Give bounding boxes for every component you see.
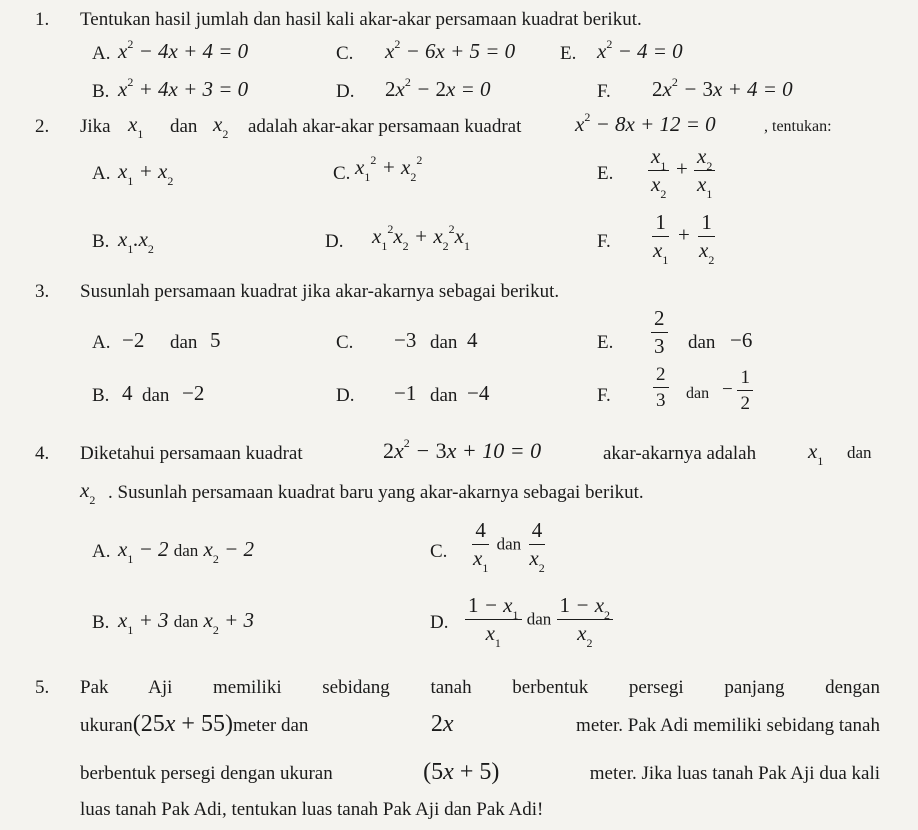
q2-option-a-expr: $x_1 + x_2$ [118,159,174,188]
q5-line3-post: meter. Jika luas tanah Pak Aji dua kali [589,763,880,784]
q4-text-post: . Susunlah persamaan kuadrat baru yang akar-akarnya sebagai berikut. [108,482,644,503]
q3-number: 3. [35,281,50,302]
q3-option-f-b: − $\frac{1}{2}$ [722,368,753,413]
q5-line2-mid: meter dan [232,715,309,736]
q3-option-b-dan: dan [142,385,170,406]
q4-option-a-expr: $x_1 - 2$ dan $x_2 - 2$ [118,537,255,566]
q1-option-b-label: B. [92,81,110,102]
q1-number: 1. [35,9,50,30]
q5-line-1: Pak Aji memiliki sebidang tanah berbentuk persegi panjang dengan [80,677,880,698]
q4-option-c-expr: $\frac{4}{x_1}$ dan $\frac{4}{x_2}$ [473,518,545,575]
q3-text: Susunlah persamaan kuadrat jika akar-akarnya sebagai berikut. [80,281,560,302]
q5-size-1: (25x + 55) [132,711,233,737]
q5-line2-post: meter. Pak Adi memiliki sebidang tanah [576,715,880,736]
q3-option-e-dan: dan [688,332,716,353]
q3-option-a-dan: dan [170,332,198,353]
q3-option-e-a: $\frac{2}{3}$ [651,308,668,357]
q3-option-f-a: $\frac{2}{3}$ [653,365,669,410]
q3-option-c-label: C. [336,332,354,353]
q4-eq: $2x^2 - 3x + 10 = 0$ [383,436,542,463]
q2-option-e-label: E. [597,163,614,184]
q4-number: 4. [35,443,50,464]
q3-option-a-b: 5 [210,328,221,352]
q1-option-e-label: E. [560,43,577,64]
q4-option-b-label: B. [92,612,110,633]
q4-option-a-label: A. [92,541,111,562]
q5-line-3 [80,760,880,784]
q2-text-post: , tentukan: [764,118,832,135]
q2-option-f-expr: $\frac{1}{x_1}$ + $\frac{1}{x_2}$ [653,210,715,267]
q5-line2-pre: ukuran [80,715,133,736]
q4-dan: dan [847,443,872,462]
q3-option-c-a: −3 [394,328,417,352]
q4-option-b-expr: $x_1 + 3$ dan $x_2 + 3$ [118,608,255,637]
q2-eq: $x^2 - 8x + 12 = 0$ [575,110,716,136]
q3-option-f-dan: dan [686,385,710,402]
q2-option-d-label: D. [325,231,344,252]
q1-option-d-eq: $2x^2 - 2x = 0$ [385,75,491,101]
q5-line-4: luas tanah Pak Adi, tentukan luas tanah Pak Aji dan Pak Adi! [80,799,544,820]
q3-option-b-b: −2 [182,381,205,405]
q3-option-d-b: −4 [467,381,490,405]
q3-option-e-b: −6 [730,328,753,352]
q1-option-d-label: D. [336,81,355,102]
q5-size-2: 2x [430,711,454,737]
q3-option-c-b: 4 [467,328,478,352]
q4-option-d-expr: $\frac{1 - x_1}{x_1}$ dan $\frac{1 - x_2}{x_2}$ [465,595,613,644]
q3-option-f-label: F. [597,385,611,406]
q3-option-b-a: 4 [122,381,133,405]
q1-option-e-eq: $x^2 - 4 = 0$ [597,37,683,63]
q2-number: 2. [35,116,50,137]
q2-option-c-label: C. [333,163,351,184]
q2-text-pre: Jika [80,116,111,137]
q3-option-c-dan: dan [430,332,458,353]
q5-line-2 [80,712,880,736]
q4-text-mid: akar-akarnya adalah [603,443,757,464]
q1-option-b-eq: $x^2 + 4x + 3 = 0$ [118,75,249,101]
q3-option-d-dan: dan [430,385,458,406]
q3-option-b-label: B. [92,385,110,406]
q4-x2: $x_2$ [80,478,96,507]
q4-text-pre: Diketahui persamaan kuadrat [80,443,303,464]
q2-x2: $x_2$ [213,112,229,141]
q1-option-a-label: A. [92,43,111,64]
q2-x1: $x_1$ [128,112,144,141]
q4-x1: $x_1$ [808,439,824,468]
q1-option-a-eq: $x^2 - 4x + 4 = 0$ [118,37,249,63]
q3-option-d-label: D. [336,385,355,406]
q2-option-c-expr: $x_1^2 + x_2^2$ [355,153,423,184]
q5-size-3: (5x + 5) [423,759,500,785]
q2-option-a-label: A. [92,163,111,184]
q3-option-a-label: A. [92,332,111,353]
q2-option-f-label: F. [597,231,611,252]
q5-line3-pre: berbentuk persegi dengan ukuran [80,763,333,784]
q2-dan: dan [170,116,198,137]
q5-number: 5. [35,677,50,698]
q4-option-d-label: D. [430,612,449,633]
q2-option-e-expr: $\frac{x_1}{x_2}$ + $\frac{x_2}{x_1}$ [648,146,715,195]
q2-option-d-expr: $x_1^2x_2 + x_2^2x_1$ [372,222,470,253]
q1-option-c-eq: $x^2 - 6x + 5 = 0$ [385,37,516,63]
q1-text: Tentukan hasil jumlah dan hasil kali akar-akar persamaan kuadrat berikut. [80,9,642,30]
q1-option-f-label: F. [597,81,611,102]
q2-text-mid: adalah akar-akar persamaan kuadrat [248,116,522,137]
q3-option-d-a: −1 [394,381,417,405]
q3-option-a-a: −2 [122,328,145,352]
q1-option-f-eq: $2x^2 - 3x + 4 = 0$ [652,75,793,101]
q4-option-c-label: C. [430,541,448,562]
q2-option-b-expr: $x_1.x_2$ [118,227,154,256]
q3-option-e-label: E. [597,332,614,353]
q2-option-b-label: B. [92,231,110,252]
q1-option-c-label: C. [336,43,354,64]
